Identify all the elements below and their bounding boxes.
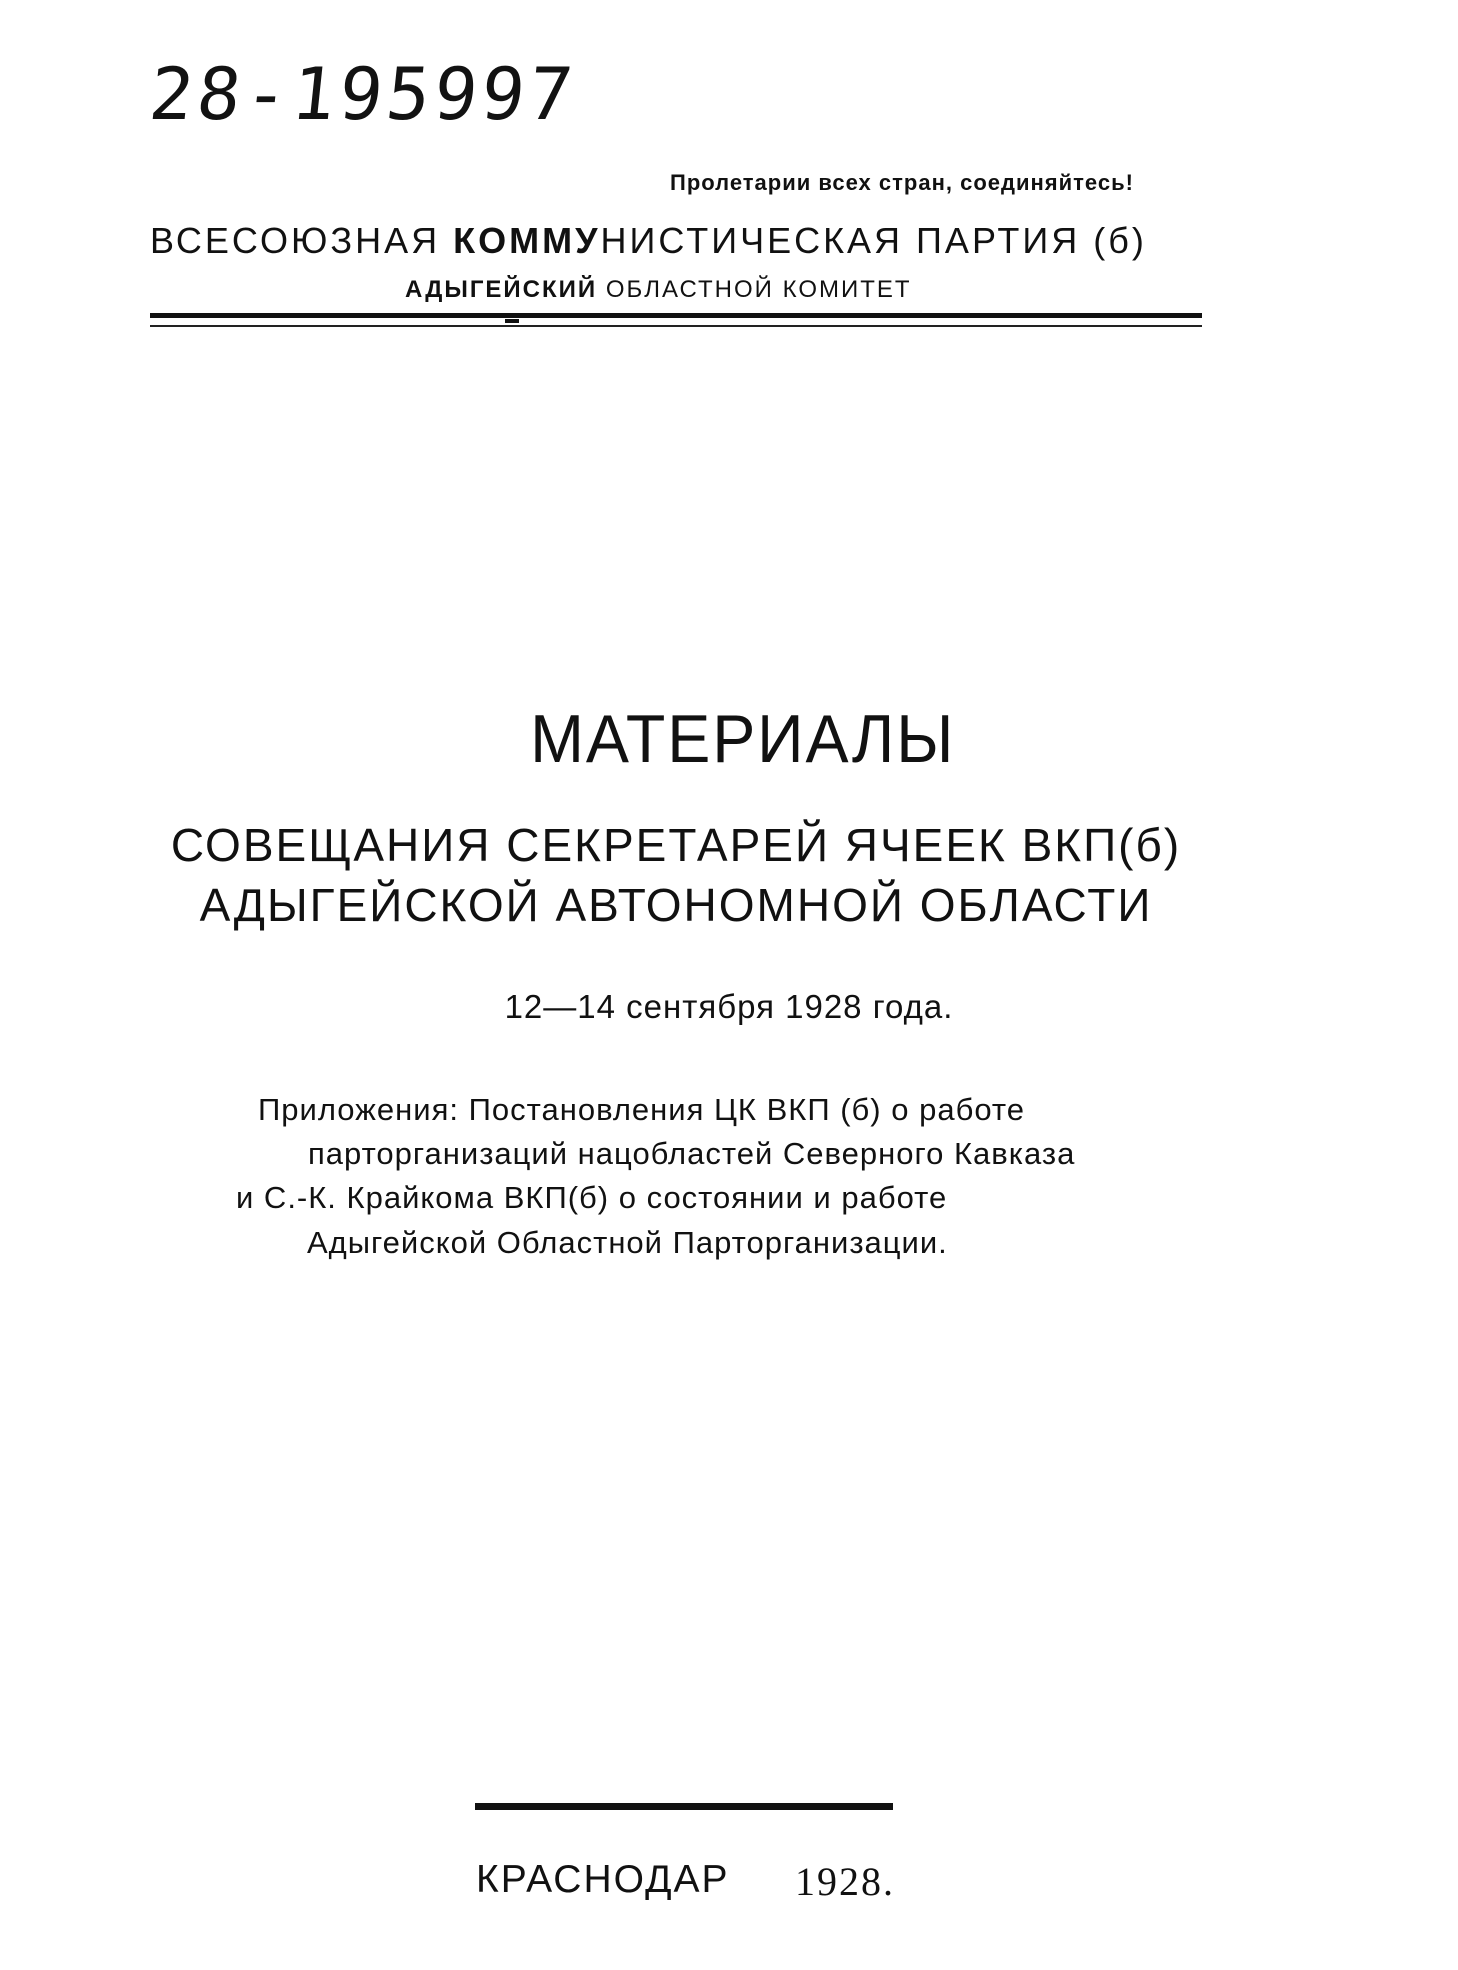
appendix-line-1: Приложения: Постановления ЦК ВКП (б) о работе [258, 1092, 1025, 1127]
header-rule-ornament [505, 319, 519, 323]
party-motto: Пролетарии всех стран, соединяйтесь! [670, 170, 1134, 195]
subtitle-line-2: АДЫГЕЙСКОЙ АВТОНОМНОЙ ОБЛАСТИ [199, 879, 1153, 931]
document-title-text: МАТЕРИАЛЫ [530, 701, 956, 777]
party-name-bold: КОММУ [453, 220, 601, 261]
imprint-year: 1928. [795, 1859, 895, 1904]
subtitle-line-1: СОВЕЩАНИЯ СЕКРЕТАРЕЙ ЯЧЕЕК ВКП(б) [170, 819, 1182, 871]
party-name-start: ВСЕСОЮЗНАЯ [150, 220, 454, 261]
imprint-city: КРАСНОДАР [476, 1858, 730, 1901]
catalog-number: 28-195997 [145, 52, 581, 136]
party-name-end: НИСТИЧЕСКАЯ ПАРТИЯ (б) [600, 220, 1147, 261]
imprint-rule [475, 1803, 893, 1810]
meeting-dates: 12—14 сентября 1928 года. [504, 988, 954, 1025]
regional-committee [405, 276, 912, 304]
party-name [150, 220, 1147, 262]
appendix-line-4: Адыгейской Областной Парторганизации. [307, 1225, 948, 1260]
appendix-line-2: парторганизаций нацобластей Северного Кавказа [308, 1136, 1076, 1171]
header-rule-thick [150, 313, 1202, 318]
appendix-line-3: и С.-К. Крайкома ВКП(б) о состоянии и работе [236, 1180, 948, 1215]
committee-name-rest: ОБЛАСТНОЙ КОМИТЕТ [597, 276, 912, 303]
header-rule-thin [150, 325, 1202, 327]
document-title [0, 700, 1458, 778]
committee-name-bold: АДЫГЕЙСКИЙ [405, 276, 598, 303]
